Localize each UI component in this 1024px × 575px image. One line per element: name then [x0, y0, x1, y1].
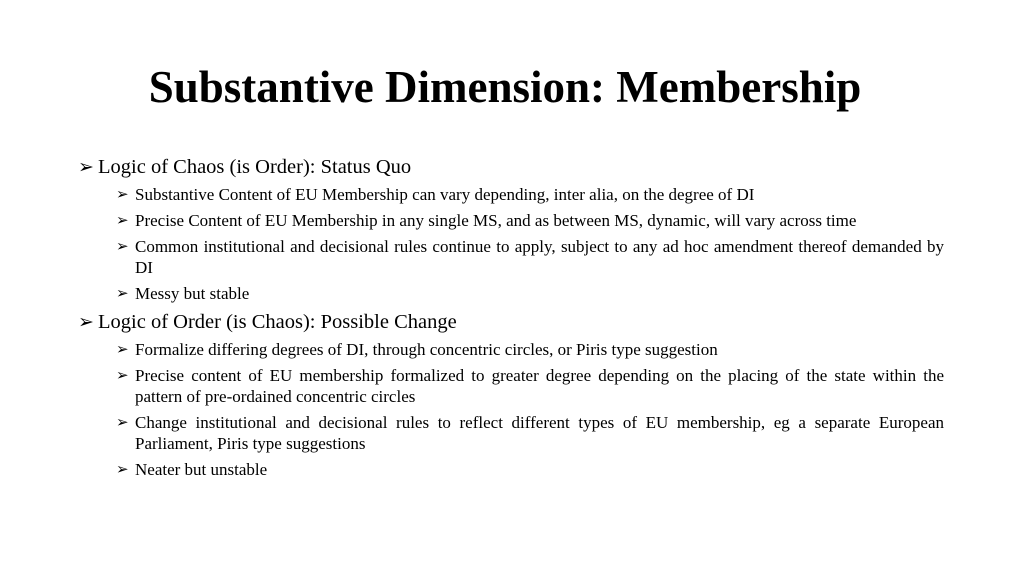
- arrowhead-bullet-icon: ➢: [116, 413, 129, 431]
- arrowhead-bullet-icon: ➢: [116, 185, 129, 203]
- sub-bullet-text: Formalize differing degrees of DI, through concentric circles, or Piris type suggestion: [135, 340, 718, 359]
- sub-bullet-text: Change institutional and decisional rules to reflect different types of EU membership, eg a separate European Parliament, Piris type suggestions: [135, 413, 944, 453]
- sub-bullet-text: Common institutional and decisional rules continue to apply, subject to any ad hoc amendment thereof demanded by DI: [135, 237, 944, 277]
- arrowhead-bullet-icon: ➢: [116, 366, 129, 384]
- slide-title: Substantive Dimension: Membership: [148, 62, 862, 112]
- arrowhead-bullet-icon: ➢: [116, 237, 129, 255]
- arrowhead-bullet-icon: ➢: [116, 340, 129, 358]
- section-heading: [78, 309, 944, 335]
- arrowhead-bullet-icon: ➢: [116, 460, 129, 478]
- sub-bullet: [116, 412, 944, 454]
- sub-bullet-text: Messy but stable: [135, 284, 250, 303]
- arrowhead-bullet-icon: ➢: [116, 284, 129, 302]
- sub-bullet-text: Substantive Content of EU Membership can vary depending, inter alia, on the degree of DI: [135, 185, 755, 204]
- sub-bullet: [116, 459, 944, 480]
- arrowhead-bullet-icon: ➢: [116, 211, 129, 229]
- sub-bullet: [116, 236, 944, 278]
- section-heading-text: Logic of Order (is Chaos): Possible Change: [98, 311, 457, 333]
- sub-bullet-text: Neater but unstable: [135, 460, 268, 479]
- sub-bullet: [116, 184, 944, 205]
- sub-bullet: [116, 339, 944, 360]
- sub-bullet: [116, 210, 944, 231]
- arrowhead-bullet-icon: ➢: [78, 311, 94, 333]
- sub-bullet-list: [78, 184, 944, 304]
- section-heading: [78, 154, 944, 180]
- sub-bullet: [116, 365, 944, 407]
- sub-bullet-list: [78, 339, 944, 480]
- sub-bullet-text: Precise content of EU membership formalized to greater degree depending on the placing of the state within the pattern of pre-ordained concentric circles: [135, 366, 944, 406]
- sub-bullet: [116, 283, 944, 304]
- sub-bullet-text: Precise Content of EU Membership in any single MS, and as between MS, dynamic, will vary across time: [135, 211, 857, 230]
- slide-body: [78, 154, 944, 485]
- arrowhead-bullet-icon: ➢: [78, 156, 94, 178]
- section-heading-text: Logic of Chaos (is Order): Status Quo: [98, 156, 412, 178]
